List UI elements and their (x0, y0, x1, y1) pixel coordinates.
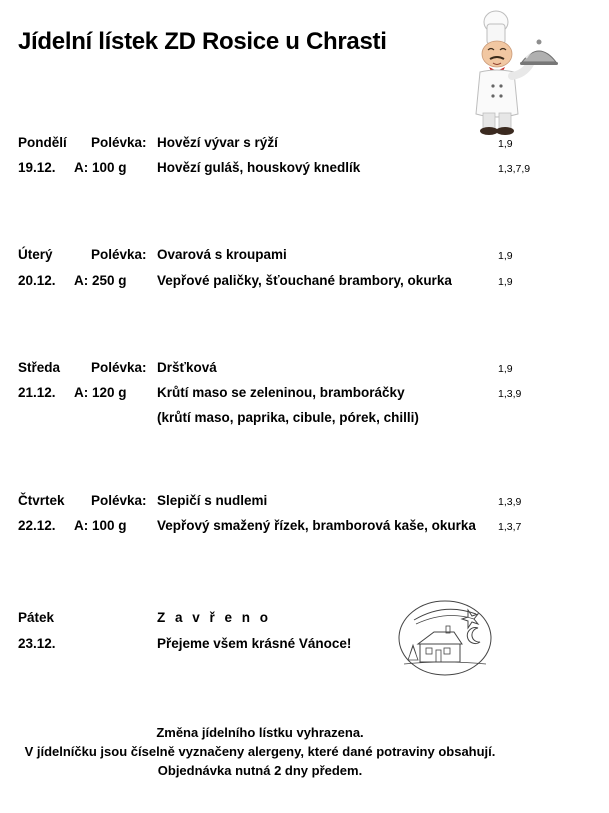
day-name: Úterý (18, 247, 53, 262)
main-allergens: 1,9 (498, 276, 513, 288)
soup-label: Polévka: (91, 493, 147, 508)
footer-allergen-notice: V jídelníčku jsou číselně vyznačeny alergeny, které dané potraviny obsahují. (24, 744, 496, 759)
main-dish: Krůtí maso se zeleninou, bramboráčky (157, 385, 405, 400)
soup-label: Polévka: (91, 360, 147, 375)
day-name: Pátek (18, 610, 55, 625)
main-dish: Vepřové paličky, šťouchané brambory, okurka (157, 273, 452, 288)
day-date: 19.12. (18, 160, 56, 175)
footer-change-notice: Změna jídelního lístku vyhrazena. (156, 725, 364, 740)
soup-allergens: 1,9 (498, 363, 513, 375)
closed-notice: Z a v ř e n o (157, 610, 272, 625)
day-date: 21.12. (18, 385, 56, 400)
soup-label: Polévka: (91, 135, 147, 150)
christmas-greeting: Přejeme všem krásné Vánoce! (157, 636, 352, 651)
main-portion: A: 100 g (74, 518, 127, 533)
main-allergens: 1,3,7,9 (498, 163, 531, 175)
soup-allergens: 1,9 (498, 138, 513, 150)
christmas-cottage-icon (396, 598, 494, 678)
day-name: Pondělí (18, 135, 67, 150)
main-portion: A: 100 g (74, 160, 127, 175)
main-allergens: 1,3,9 (498, 388, 522, 400)
page-title: Jídelní lístek ZD Rosice u Chrasti (18, 28, 387, 55)
day-date: 20.12. (18, 273, 56, 288)
chef-waiter-icon (466, 8, 558, 136)
day-date: 22.12. (18, 518, 56, 533)
soup-allergens: 1,9 (498, 250, 513, 262)
day-date: 23.12. (18, 636, 56, 651)
soup-name: Hovězí vývar s rýží (157, 135, 278, 150)
main-allergens: 1,3,7 (498, 521, 522, 533)
soup-allergens: 1,3,9 (498, 496, 522, 508)
main-dish: Vepřový smažený řízek, bramborová kaše, okurka (157, 518, 476, 533)
day-name: Středa (18, 360, 61, 375)
main-dish-note: (krůtí maso, paprika, cibule, pórek, chilli) (157, 410, 419, 425)
main-dish: Hovězí guláš, houskový knedlík (157, 160, 361, 175)
main-portion: A: 250 g (74, 273, 127, 288)
soup-name: Dršťková (157, 360, 217, 375)
soup-name: Ovarová s kroupami (157, 247, 287, 262)
day-name: Čtvrtek (18, 493, 65, 508)
soup-label: Polévka: (91, 247, 147, 262)
footer-order-notice: Objednávka nutná 2 dny předem. (157, 763, 363, 778)
soup-name: Slepičí s nudlemi (157, 493, 268, 508)
main-portion: A: 120 g (74, 385, 127, 400)
